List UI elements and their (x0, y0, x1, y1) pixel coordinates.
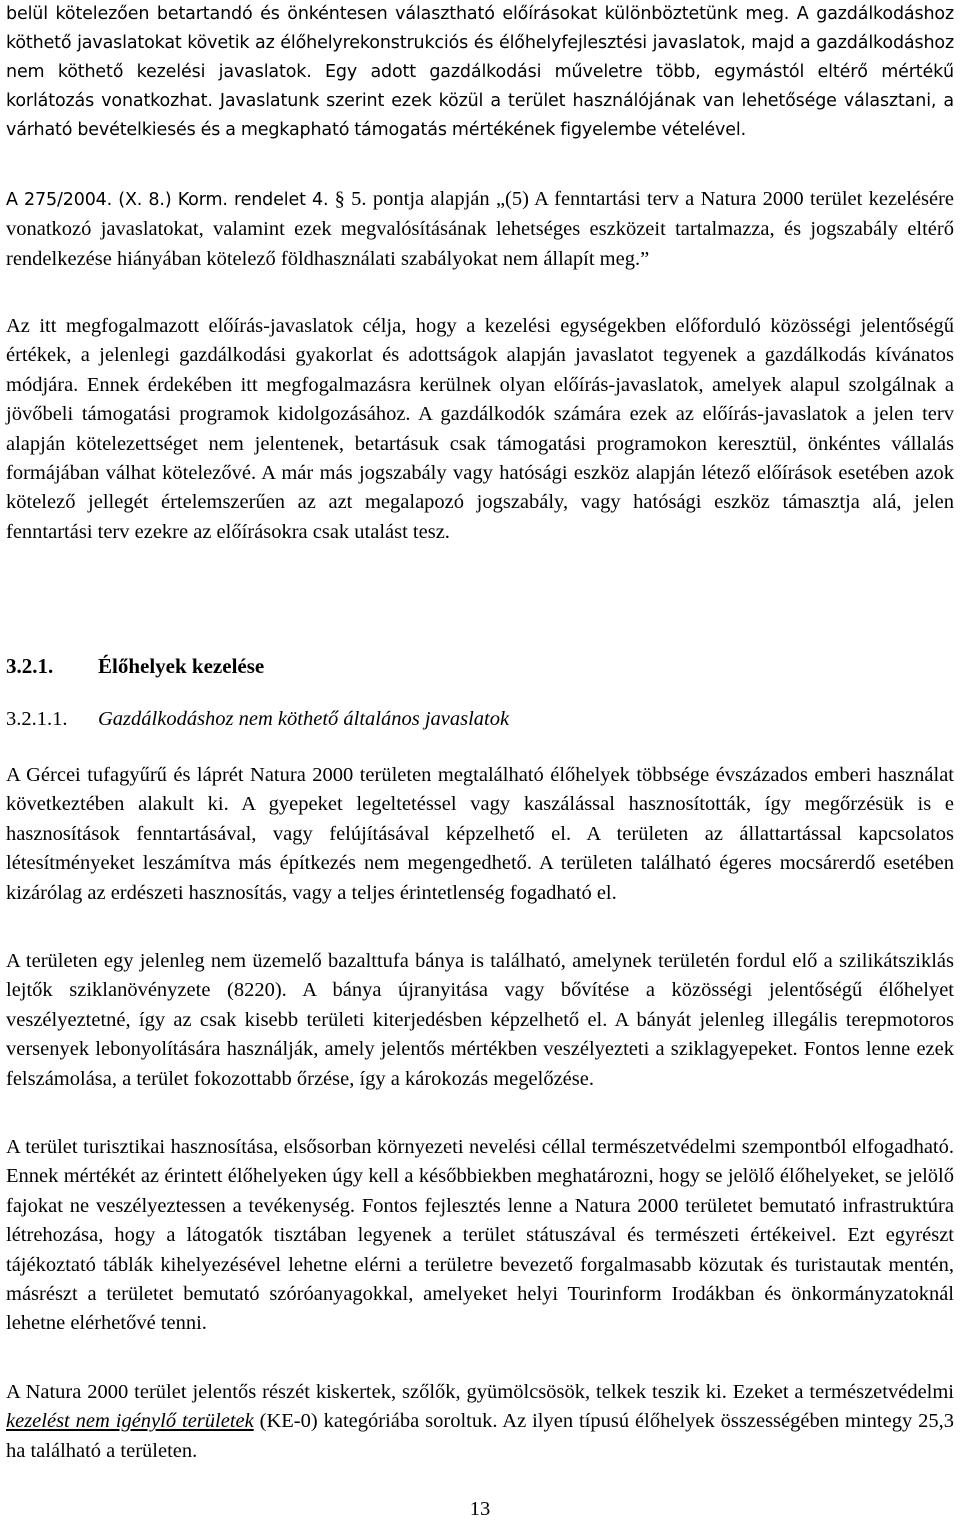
habitats-paragraph: A Gércei tufagyűrű és láprét Natura 2000 területen megtalálható élőhelyek többsége évszázados emberi használat következtében alakult ki. A gyepeket legeltetéssel vagy kaszálással hasznosították, így megőrzésük is e hasznosítások fenntartásával, vagy felújításával képzelhető el. A területen az állattartással kapcsolatos létesítményeket leszámítva más építkezés nem megengedhető. A területen található égeres mocsárerdő esetében kizárólag az erdészeti hasznosítás, vagy a teljes érintetlenség fogadható el. (6, 764, 954, 904)
section-number: 3.2.1. (6, 654, 54, 678)
legal-reference-quote: § 5. pontja alapján „(5) A fenntartási terv a Natura 2000 terület kezelésére vonatkozó javaslatokat, valamint ezek megvalósításának lehetséges eszközeit tartalmazza, és jogszabály eltérő rendelkezése hiányában kötelező földhasználati szabályokat nem állapít meg.” (6, 188, 954, 270)
aim-paragraph: Az itt megfogalmazott előírás-javaslatok célja, hogy a kezelési egységekben előforduló közösségi jelentőségű értékek, a jelenlegi gazdálkodási gyakorlat és adottságok alapján javaslatot tegyenek a gazdálkodás kívánatos módjára. Ennek érdekében itt megfogalmazásra kerülnek olyan előírás-javaslatok, amelyek alapul szolgálnak a jövőbeli támogatási programok kidolgozásához. A gazdálkodók számára ezek az előírás-javaslatok a jelen terv alapján kötelezettséget nem jelentenek, betartásuk csak támogatási programokon keresztül, önkéntes vállalás formájában válhat kötelezővé. A már más jogszabály vagy hatósági eszköz alapján létező előírások esetében azok kötelező jellegét értelemszerűen az azt megalapozó jogszabály, vagy hatósági eszköz támasztja alá, jelen fenntartási terv ezekre az előírásokra csak utalást tesz. (6, 315, 954, 543)
subsection-title: Gazdálkodáshoz nem köthető általános javaslatok (98, 708, 510, 730)
intro-paragraph: belül kötelezően betartandó és önkéntesen választható előírásokat különböztetünk meg. A gazdálkodáshoz köthető javaslatokat követik az élőhelyrekonstrukciós és élőhelyfejlesztési javaslatok, majd a gazdálkodáshoz nem köthető kezelési javaslatok. Egy adott gazdálkodási műveletre több, egymástól eltérő mértékű korlátozás vonatkozhat. Javaslatunk szerint ezek közül a terület használójának van lehetősége választani, a várható bevételkiesés és a megkapható támogatás mértékének figyelembe vételével. (6, 4, 954, 140)
subsection-heading (6, 704, 509, 734)
section-title: Élőhelyek kezelése (98, 654, 265, 678)
gardens-paragraph (6, 1378, 954, 1466)
ke0-category-link[interactable]: kezelést nem igénylő területek (6, 1410, 254, 1433)
section-heading (6, 651, 264, 681)
quarry-paragraph: A területen egy jelenleg nem üzemelő bazalttufa bánya is található, amelynek területén fordul elő a szilikátsziklás lejtők sziklanövényzete (8220). A bánya újranyitása vagy bővítése a közösségi jelentőségű élőhelyet veszélyeztetné, így az csak kisebb területi kiterjedésben képzelhető el. A bányát jelenleg illegális terepmotoros versenyek lebonyolítására használják, amely jelentős mértékben veszélyezteti a sziklagyepeket. Fontos lenne ezek felszámolása, a terület fokozottabb őrzése, így a károkozás megelőzése. (6, 950, 954, 1090)
gardens-text-before-link: A Natura 2000 terület jelentős részét kiskertek, szőlők, gyümölcsösök, telkek teszik ki. Ezeket a természetvédelmi (6, 1381, 954, 1403)
gardens-text-after-link: (KE-0) kategóriába soroltuk. Az ilyen típusú élőhelyek összességében mintegy 25,3 ha található a területen. (6, 1410, 954, 1462)
page-number: 13 (469, 1498, 491, 1520)
legal-reference-paragraph (6, 185, 954, 275)
tourism-paragraph: A terület turisztikai hasznosítása, elsősorban környezeti nevelési céllal természetvédelmi szempontból elfogadható. Ennek mértékét az érintett élőhelyeken úgy kell a későbbiekben meghatározni, hogy se jelölő élőhelyeket, se jelölő fajokat ne veszélyeztessen a tevékenység. Fontos fejlesztés lenne a Natura 2000 területet bemutató infrastruktúra létrehozása, hogy a látogatók tisztában legyenek a terület státuszával és természeti értékeivel. Ezt egyrészt tájékoztató táblák kihelyezésével lehetne elérni a területre bevezető forgalmasabb közutak és turistautak mentén, másrészt a területet bemutató szóróanyagokkal, amelyeket helyi Tourinform Irodákban és önkormányzatoknál lehetne elérhetővé tenni. (6, 1136, 954, 1335)
subsection-number: 3.2.1.1. (6, 708, 68, 730)
legal-reference-intro: A 275/2004. (X. 8.) Korm. rendelet 4. (6, 190, 335, 210)
